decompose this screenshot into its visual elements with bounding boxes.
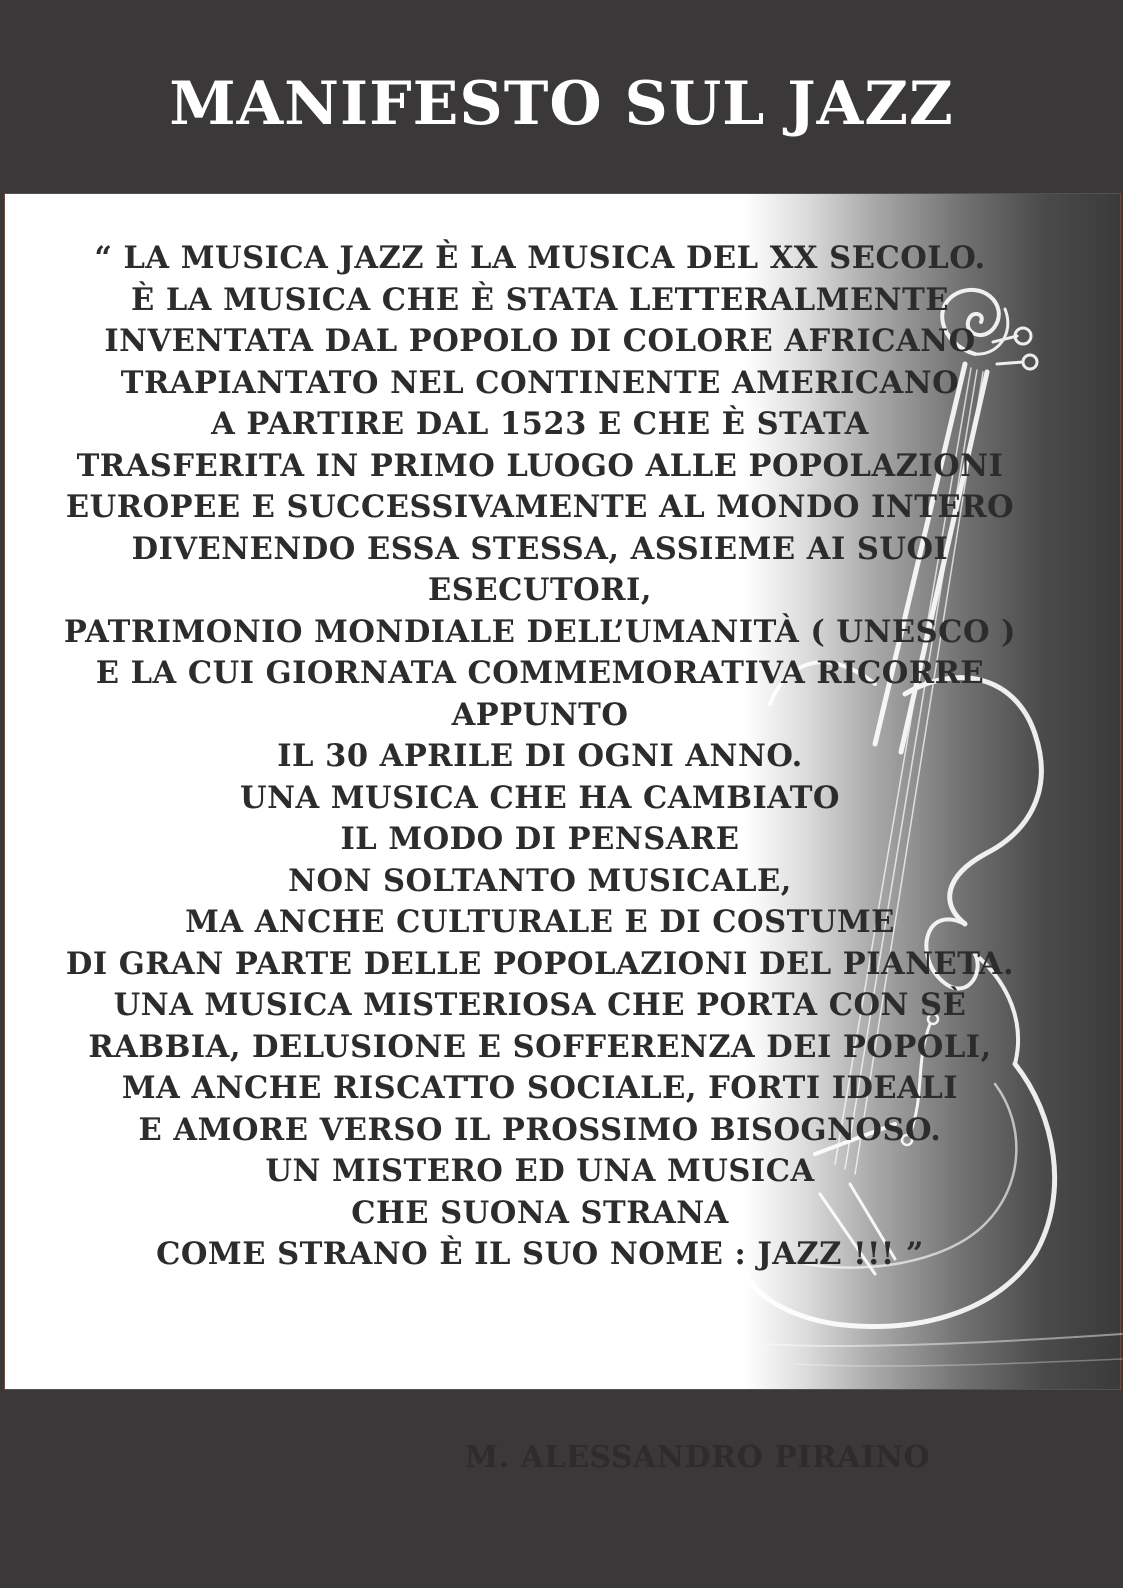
poem-line: DIVENENDO ESSA STESSA, ASSIEME AI SUOI <box>131 530 949 567</box>
poem-line: CHE SUONA STRANA <box>351 1194 729 1231</box>
poem-line: RABBIA, DELUSIONE E SOFFERENZA DEI POPOLI, <box>88 1028 992 1065</box>
poem-line: UNA MUSICA MISTERIOSA CHE PORTA CON SÈ <box>113 987 967 1023</box>
poem-line: ESECUTORI, <box>428 572 652 608</box>
poem-line: “ LA MUSICA JAZZ È LA MUSICA DEL XX SECOLO. <box>94 240 986 276</box>
poem-line: APPUNTO <box>451 696 629 733</box>
poem-line: EUROPEE E SUCCESSIVAMENTE AL MONDO INTERO <box>65 489 1015 525</box>
poem-line: INVENTATA DAL POPOLO DI COLORE AFRICANO <box>104 323 976 359</box>
poem-line: E LA CUI GIORNATA COMMEMORATIVA RICORRE <box>95 655 985 691</box>
poem-line: MA ANCHE RISCATTO SOCIALE, FORTI IDEALI <box>121 1070 959 1106</box>
poem-line: TRASFERITA IN PRIMO LUOGO ALLE POPOLAZIONI <box>76 447 1004 484</box>
poster-title: MANIFESTO SUL JAZZ <box>169 69 954 139</box>
poem-line: COME STRANO È IL SUO NOME : JAZZ !!! ” <box>156 1236 924 1272</box>
poem-line: È LA MUSICA CHE È STATA LETTERALMENTE <box>130 281 950 318</box>
poem-line: UNA MUSICA CHE HA CAMBIATO <box>239 779 841 816</box>
manifesto-panel <box>4 193 1121 1475</box>
poem-line: MA ANCHE CULTURALE E DI COSTUME <box>185 904 895 940</box>
poem-line: DI GRAN PARTE DELLE POPOLAZIONI DEL PIANETA. <box>65 945 1015 982</box>
poem-line: IL 30 APRILE DI OGNI ANNO. <box>277 738 803 774</box>
manifesto-text <box>5 238 1075 1276</box>
poem-line: A PARTIRE DAL 1523 E CHE È STATA <box>211 406 869 442</box>
poem-line: PATRIMONIO MONDIALE DELL’UMANITÀ ( UNESCO ) <box>63 613 1017 650</box>
poem-line: TRAPIANTATO NEL CONTINENTE AMERICANO <box>120 364 960 401</box>
poem-line: E AMORE VERSO IL PROSSIMO BISOGNOSO. <box>138 1111 942 1148</box>
author-signature: M. ALESSANDRO PIRAINO <box>465 1440 931 1475</box>
poem-line: NON SOLTANTO MUSICALE, <box>288 862 792 899</box>
poem-line: IL MODO DI PENSARE <box>340 821 740 857</box>
poem-line: UN MISTERO ED UNA MUSICA <box>265 1153 815 1189</box>
